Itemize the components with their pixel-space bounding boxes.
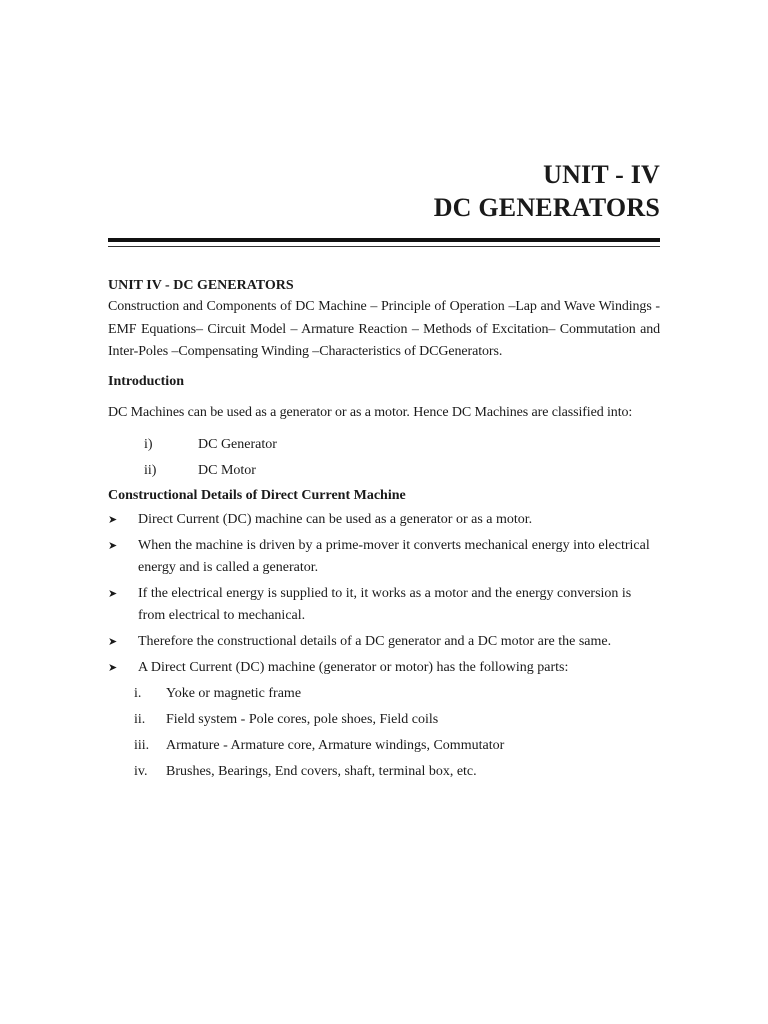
syllabus-body: Construction and Components of DC Machine – Principle of Operation –Lap and Wave Windings - EMF Equations– Circuit Model – Armature Reaction – Methods of Excitation– Commutation and Inter-Poles –Compensating Winding –Characteristics of DCGenerators.	[108, 299, 660, 359]
arrow-bullet-icon: ➤	[108, 539, 118, 552]
list-label: Armature - Armature core, Armature windings, Commutator	[166, 737, 505, 753]
arrow-bullet-icon: ➤	[108, 635, 118, 648]
list-item	[108, 583, 660, 627]
list-label: Brushes, Bearings, End covers, shaft, terminal box, etc.	[166, 763, 477, 779]
bullet-text: A Direct Current (DC) machine (generator or motor) has the following parts:	[138, 659, 569, 675]
list-number: ii.	[134, 711, 146, 727]
unit-name: DC GENERATORS	[433, 193, 660, 222]
list-item	[108, 458, 660, 484]
list-label: Yoke or magnetic frame	[166, 685, 302, 701]
list-number: iii.	[134, 737, 150, 753]
introduction-paragraph: DC Machines can be used as a generator or as a motor. Hence DC Machines are classified into:	[108, 404, 633, 420]
list-number: ii)	[144, 462, 157, 478]
list-item	[108, 509, 660, 531]
machine-types-list	[108, 432, 660, 484]
title-rule-thin	[108, 246, 660, 247]
arrow-bullet-icon: ➤	[108, 513, 118, 526]
construction-bullets	[108, 509, 660, 679]
unit-number: UNIT - IV	[543, 160, 660, 189]
content	[108, 276, 660, 787]
list-item	[108, 709, 660, 731]
list-number: i)	[144, 436, 153, 452]
unit-title	[434, 158, 660, 224]
arrow-bullet-icon: ➤	[108, 661, 118, 674]
bullet-text: When the machine is driven by a prime-mover it converts mechanical energy into electrical energy and is called a generator.	[138, 537, 650, 575]
list-label: Field system - Pole cores, pole shoes, Field coils	[166, 711, 439, 727]
title-rule-thick	[108, 238, 660, 242]
bullet-text: If the electrical energy is supplied to it, it works as a motor and the energy conversion is from electrical to mechanical.	[138, 585, 632, 623]
list-number: i.	[134, 685, 142, 701]
arrow-bullet-icon: ➤	[108, 587, 118, 600]
bullet-text: Therefore the constructional details of a DC generator and a DC motor are the same.	[138, 633, 612, 649]
list-item	[108, 432, 660, 458]
list-label: DC Generator	[198, 436, 277, 452]
list-item	[108, 683, 660, 705]
construction-heading: Constructional Details of Direct Current Machine	[108, 487, 406, 503]
introduction-heading: Introduction	[108, 373, 184, 389]
list-number: iv.	[134, 763, 148, 779]
list-item	[108, 761, 660, 783]
machine-parts-list	[108, 683, 660, 783]
list-item	[108, 657, 660, 679]
list-item	[108, 535, 660, 579]
list-label: DC Motor	[198, 462, 256, 478]
list-item	[108, 735, 660, 757]
bullet-text: Direct Current (DC) machine can be used as a generator or as a motor.	[138, 511, 533, 527]
list-item	[108, 631, 660, 653]
syllabus-heading: UNIT IV - DC GENERATORS	[108, 278, 294, 293]
